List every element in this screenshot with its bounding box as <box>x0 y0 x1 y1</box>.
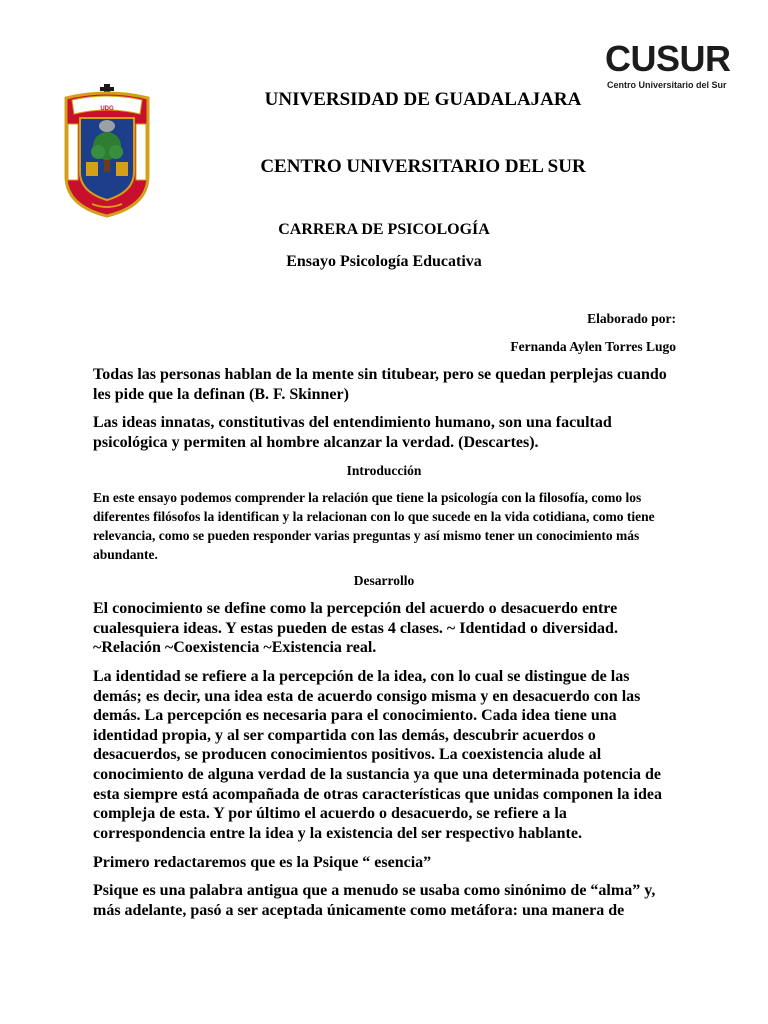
development-paragraph: El conocimiento se define como la percepción del acuerdo o desacuerdo entre cualesquiera ideas. Y estas pueden de estas 4 clases. ~ Identidad o diversidad. ~Relación ~Coexistencia ~Existencia real. <box>93 600 618 657</box>
university-crest-logo <box>62 84 152 218</box>
epigraph-quote: Las ideas innatas, constitutivas del entendimiento humano, son una facultad psicológica y permiten al hombre alcanzar la verdad. (Descartes). <box>93 414 612 451</box>
program-title: CARRERA DE PSICOLOGÍA <box>278 221 490 238</box>
cusur-logo <box>605 38 740 93</box>
epigraph-quote: Todas las personas hablan de la mente sin titubear, pero se quedan perplejas cuando les pide que la definan (B. F. Skinner) <box>93 366 667 403</box>
development-paragraph: Primero redactaremos que es la Psique “ esencia” <box>93 854 432 871</box>
svg-text:UDG: UDG <box>100 106 114 112</box>
cusur-logo-word: CUSUR <box>605 38 731 79</box>
development-heading: Desarrollo <box>353 573 415 588</box>
intro-paragraph: En este ensayo podemos comprender la relación que tiene la psicología con la filosofía, como los diferentes filósofos la identifican y la relacionan con lo que sucede en la vida cotidiana, como tiene relevancia, como se pueden responder varias preguntas y así mismo tener un conocimiento más abundante. <box>93 490 655 562</box>
essay-title: Ensayo Psicología Educativa <box>286 253 482 270</box>
intro-heading: Introducción <box>346 463 422 478</box>
development-paragraph: La identidad se refiere a la percepción de la idea, con lo cual se distingue de las demás; es decir, una idea esta de acuerdo consigo misma y en desacuerdo con las demás. La percepción es necesaria para el conocimiento. Cada idea tiene una identidad propia, y al ser compartida con las demás, descubrir acuerdos o desacuerdos, se producen conocimientos positivos. La coexistencia alude al conocimiento de alguna verdad de la sustancia ya que una determinada potencia de esta siempre está acompañada de otras características que unidas componen la idea compleja de esta. Y por último el acuerdo o desacuerdo, se refiere a la correspondencia entre la idea y la existencia del ser respectivo hablante. <box>93 668 662 842</box>
cusur-logo-subtitle: Centro Universitario del Sur <box>607 80 727 90</box>
development-paragraph: Psique es una palabra antigua que a menudo se usaba como sinónimo de “alma” y, más adelante, pasó a ser aceptada únicamente como metáfora: una manera de <box>93 882 656 919</box>
university-title: UNIVERSIDAD DE GUADALAJARA <box>264 89 582 110</box>
center-title: CENTRO UNIVERSITARIO DEL SUR <box>260 156 586 177</box>
byline-label: Elaborado por: <box>587 311 676 326</box>
author-name: Fernanda Aylen Torres Lugo <box>510 339 676 354</box>
